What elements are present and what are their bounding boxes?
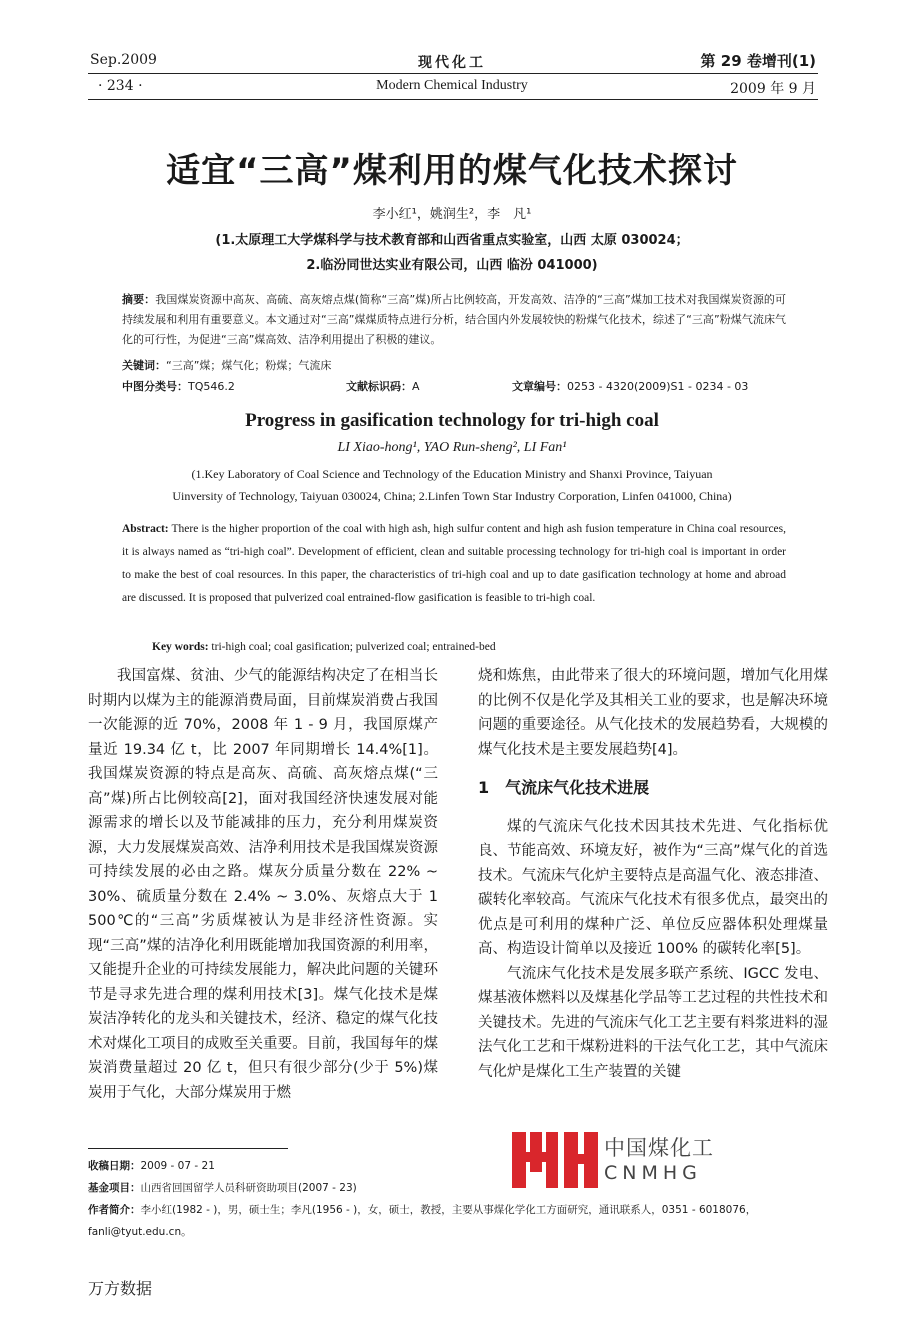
abstract-cn-label: 摘要： [122,293,156,306]
watermark-text-cn: 中国煤化工 [604,1136,714,1160]
body-paragraph: 烧和炼焦，由此带来了很大的环境问题，增加气化用煤的比例不仅是化学及其相关工业的要求，也是解决环境问题的重要途径。从气化技术的发展趋势看，大规模的煤气化技术是主要发展趋势[4]。 [478,668,828,758]
header-journal-en: Modern Chemical Industry [376,78,528,93]
article-number [512,377,748,397]
header-date-cn: 2009 年 9 月 [730,81,816,97]
document-code-value: A [412,380,420,393]
keywords-cn [122,356,331,376]
abstract-en-label: Abstract: [122,523,169,535]
footnote-fund-text: 山西省回国留学人员科研资助项目(2007 - 23) [140,1182,357,1194]
keywords-en-text: tri-high coal; coal gasification; pulverized coal; entrained-bed [211,641,496,653]
document-code-label: 文献标识码： [346,380,412,393]
classification-label: 中图分类号： [122,380,188,393]
footnote-author [88,1199,828,1243]
header-divider-1 [88,73,818,74]
article-number-value: 0253 - 4320(2009)S1 - 0234 - 03 [567,380,749,393]
keywords-cn-text: “三高”煤；煤气化；粉煤；气流床 [166,359,332,372]
article-number-label: 文章编号： [512,380,567,393]
paper-title-en: Progress in gasification technology for tri-high coal [245,410,659,431]
header-divider-2 [88,99,818,100]
header-volume: 第 29 卷增刊(1) [700,52,816,70]
affiliation-en-2: Uinversity of Technology, Taiyuan 030024, China; 2.Linfen Town Star Industry Corporation, Linfen 041000, China) [172,489,732,503]
authors-en: LI Xiao-hong¹, YAO Run-sheng², LI Fan¹ [337,440,567,455]
keywords-en-label: Key words: [152,641,209,653]
abstract-cn [122,290,786,350]
footnote-fund [88,1177,828,1199]
footnote-author-label: 作者简介： [88,1204,141,1216]
footnote-divider [88,1148,288,1149]
classification-value: TQ546.2 [188,380,235,393]
header-page-number: · 234 · [98,78,143,94]
affiliation-en-1: (1.Key Laboratory of Coal Science and Technology of the Education Ministry and Shanxi Province, Taiyuan [191,467,713,481]
authors-cn: 李小红¹，姚润生²，李 凡¹ [372,207,532,222]
paper-title-cn: 适宜“三高”煤利用的煤气化技术探讨 [166,151,738,191]
affiliation-cn-1: (1.太原理工大学煤科学与技术教育部和山西省重点实验室，山西 太原 030024； [215,233,689,248]
abstract-cn-text: 我国煤炭资源中高灰、高硫、高灰熔点煤(简称“三高”煤)所占比例较高，开发高效、洁净的“三高”煤加工技术对我国煤炭资源的可持续发展和利用有重要意义。本文通过对“三高”煤煤质特点进行分析，结合国内外发展较快的粉煤气化技术，综述了“三高”粉煤气流床气化的可行性，为促进“三高”煤高效、洁净利用提出了积极的建议。 [122,293,787,346]
section-heading: 1 气流床气化技术进展 [478,778,650,797]
affiliation-cn-2: 2.临汾同世达实业有限公司，山西 临汾 041000) [306,258,598,273]
footnote-fund-label: 基金项目： [88,1182,141,1194]
keywords-cn-label: 关键词： [122,359,166,372]
body-paragraph: 气流床气化技术是发展多联产系统、IGCC 发电、煤基液体燃料以及煤基化学品等工艺过程的共性技术和关键技术。先进的气流床气化工艺主要有料浆进料的湿法气化工艺和干煤粉进料的干法气化工艺，其中气流床气化炉是煤化工生产装置的关键 [478,965,828,1080]
body-paragraph: 我国富煤、贫油、少气的能源结构决定了在相当长时期内以煤为主的能源消费局面，目前煤炭消费占我国一次能源的近 70%，2008 年 1 - 9 月，我国原煤产量近 19.34 亿 t，比 2007 年同期增长 14.4%[1]。我国煤炭资源的特点是高灰、高硫、高灰熔点煤(“三高”煤)所占比例较高[2]，面对我国经济快速发展对能源需求的增长以及节能减排的压力，充分利用煤炭资源，大力发展煤炭高效、洁净利用技术是我国煤炭资源可持续发展的必由之路。煤灰分质量分数在 22% ~ 30%、硫质量分数在 2.4% ~ 3.0%、灰熔点大于 1 500℃的“三高”劣质煤被认为是非经济性资源。实现“三高”煤的洁净化利用既能增加我国资源的利用率，又能提升企业的可持续发展能力，解决此问题的关键环节是寻求先进合理的煤利用技术[3]。煤气化技术是煤炭洁净转化的龙头和关键技术，经济、稳定的煤气化技术对煤化工项目的成败至关重要。目前，我国每年的煤炭消费量超过 20 亿 t，但只有很少部分(少于 5%)煤炭用于气化，大部分煤炭用于燃 [88,668,438,1101]
footnote-received-text: 2009 - 07 - 21 [140,1160,215,1172]
classification-number [122,377,235,397]
watermark-text-en: CNMHG [604,1162,702,1184]
abstract-en-text: There is the higher proportion of the coal with high ash, high sulfur content and high ash fusion temperature in China coal resources, it is always named as “tri-high coal”. Development of efficient, clean and suitable processing technology for tri-high coal is important in order to make the best of coal resources. In this paper, the characteristics of tri-high coal and up to date gasification technology at home and abroad are discussed. It is proposed that pulverized coal entrained-flow gasification is feasible to tri-high coal. [122,523,787,604]
header-journal-cn: 现代化工 [418,55,486,71]
body-left-column [88,664,438,1105]
body-right-column [478,664,828,1084]
footnote-received-label: 收稿日期： [88,1160,141,1172]
footnote-author-text: 李小红(1982 - )，男，硕士生；李凡(1956 - )，女，硕士，教授，主要从事煤化学化工方面研究，通讯联系人，0351 - 6018076，fanli@tyut.edu.cn。 [88,1204,757,1238]
source-mark: 万方数据 [88,1279,153,1298]
cnmhg-logo-icon [512,1132,598,1188]
abstract-en [122,518,786,610]
header-date-en: Sep.2009 [90,52,157,68]
body-paragraph: 煤的气流床气化技术因其技术先进、气化指标优良、节能高效、环境友好，被作为“三高”煤气化的首选技术。气流床气化炉主要特点是高温气化、液态排渣、碳转化率较高。气流床气化技术有很多优点，最突出的优点是可利用的煤种广泛、单位反应器体积处理煤量高、构造设计简单以及接近 100% 的碳转化率[5]。 [478,818,828,957]
footnote-received [88,1155,828,1177]
keywords-en [152,636,772,659]
document-code [346,377,420,397]
